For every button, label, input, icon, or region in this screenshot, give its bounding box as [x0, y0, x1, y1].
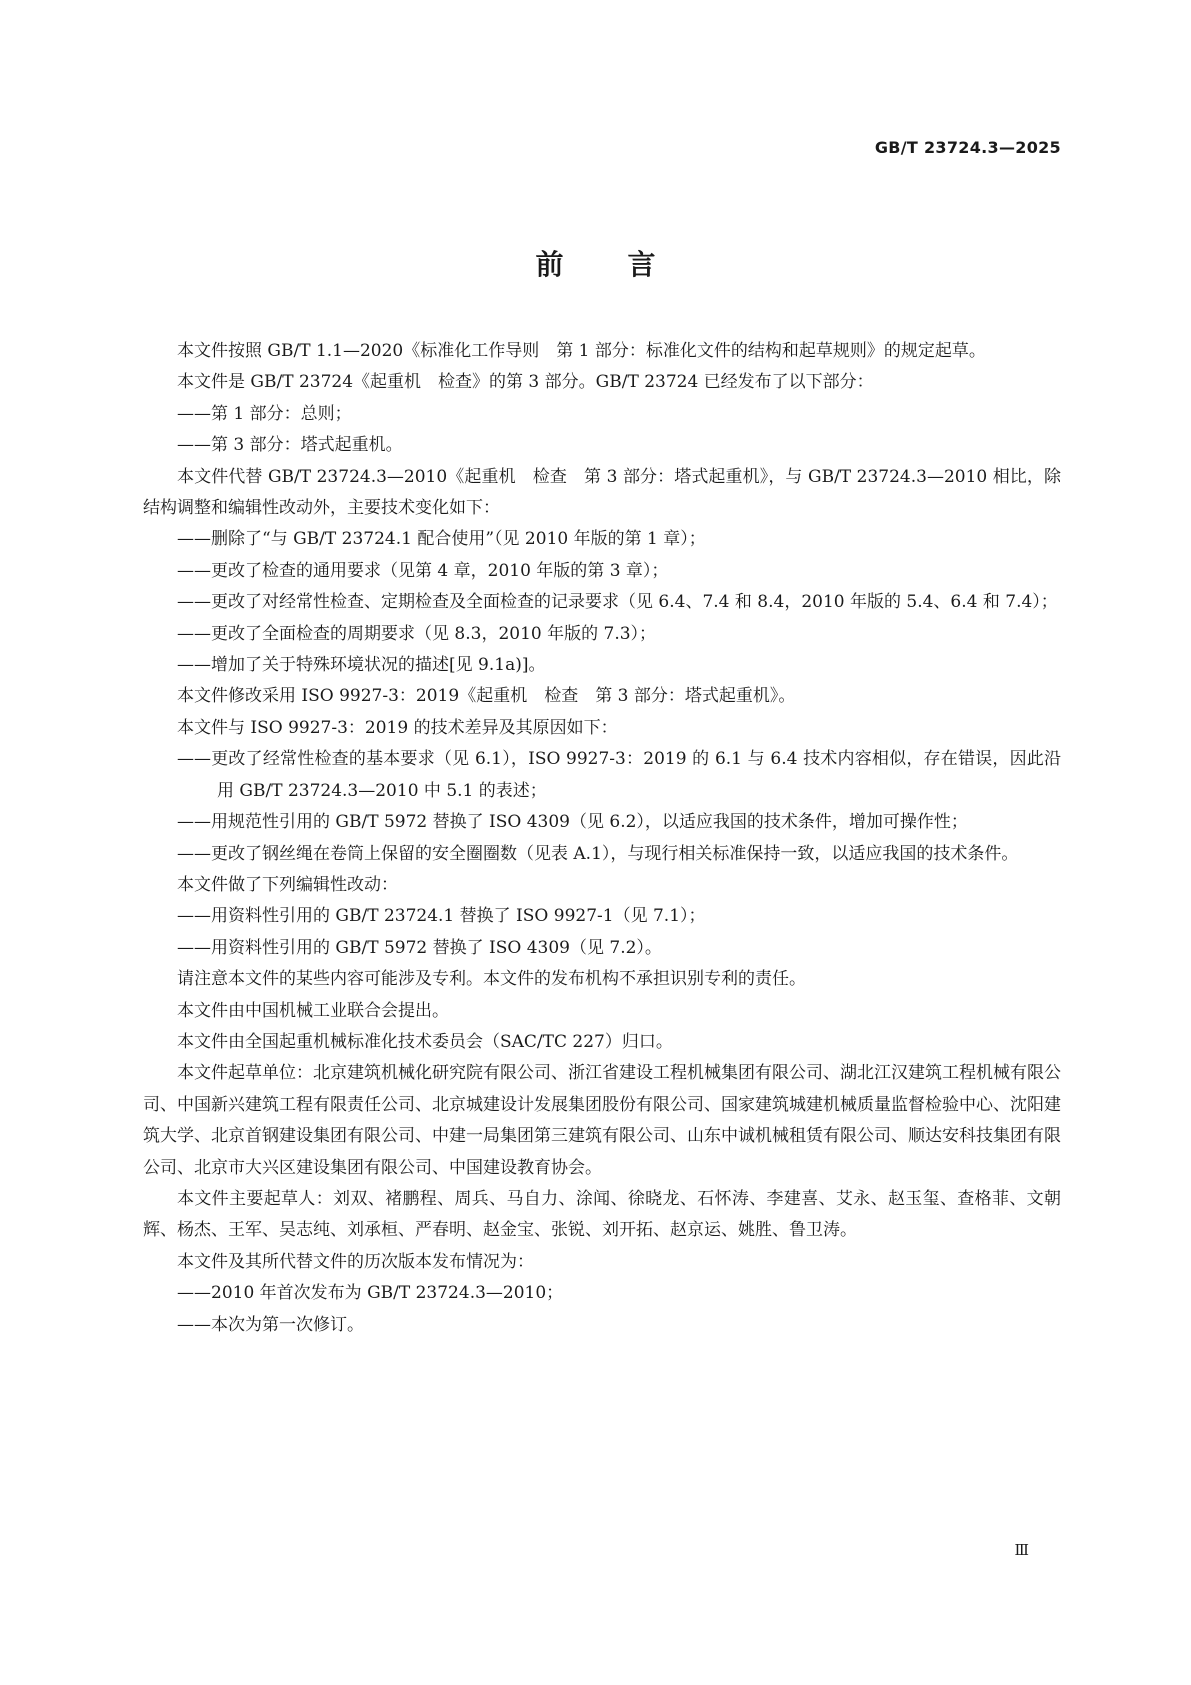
- paragraph: 本文件按照 GB/T 1.1—2020《标准化工作导则 第 1 部分：标准化文件的结构和起草规则》的规定起草。: [177, 341, 986, 361]
- list-item: ——删除了“与 GB/T 23724.1 配合使用”（见 2010 年版的第 1 章）；: [177, 529, 706, 550]
- paragraph: 本文件代替 GB/T 23724.3—2010《起重机 检查 第 3 部分：塔式起重机》，与 GB/T 23724.3—2010 相比，除结构调整和编辑性改动外，主要技术变化如下：: [143, 466, 1061, 519]
- list-item: ——用资料性引用的 GB/T 5972 替换了 ISO 4309（见 7.2）。: [177, 937, 662, 958]
- paragraph: 请注意本文件的某些内容可能涉及专利。本文件的发布机构不承担识别专利的责任。: [177, 969, 806, 990]
- standard-number: GB/T 23724.3—2025: [874, 138, 1061, 157]
- paragraph: 本文件是 GB/T 23724《起重机 检查》的第 3 部分。GB/T 23724 已经发布了以下部分：: [177, 372, 874, 393]
- paragraph: 本文件做了下列编辑性改动：: [177, 874, 398, 895]
- page-number: Ⅲ: [1014, 1541, 1029, 1559]
- list-item: ——2010 年首次发布为 GB/T 23724.3—2010；: [177, 1283, 564, 1304]
- list-item: ——本次为第一次修订。: [177, 1314, 364, 1335]
- paragraph: 本文件由全国起重机械标准化技术委员会（SAC/TC 227）归口。: [177, 1031, 673, 1052]
- paragraph: 本文件与 ISO 9927-3：2019 的技术差异及其原因如下：: [177, 717, 618, 738]
- list-item: ——用规范性引用的 GB/T 5972 替换了 ISO 4309（见 6.2），以适应我国的技术条件，增加可操作性；: [177, 812, 968, 833]
- page-title: 前言: [535, 248, 720, 281]
- list-item: ——增加了关于特殊环境状况的描述[见 9.1a)]。: [177, 655, 546, 676]
- list-item: ——更改了经常性检查的基本要求（见 6.1），ISO 9927-3：2019 的 6.1 与 6.4 技术内容相似，存在错误，因此沿用 GB/T 23724.3—2010 中 5.1 的表述；: [177, 749, 1061, 801]
- paragraph: 本文件由中国机械工业联合会提出。: [177, 1000, 449, 1021]
- paragraph: 本文件主要起草人：刘双、褚鹏程、周兵、马自力、涂闻、徐晓龙、石怀涛、李建喜、艾永、赵玉玺、查格菲、文朝辉、杨杰、王军、吴志纯、刘承桓、严春明、赵金宝、张锐、刘开拓、赵京运、姚胜、鲁卫涛。: [143, 1188, 1061, 1241]
- list-item: ——更改了检查的通用要求（见第 4 章，2010 年版的第 3 章）；: [177, 560, 669, 581]
- paragraph: 本文件修改采用 ISO 9927-3：2019《起重机 检查 第 3 部分：塔式起重机》。: [177, 686, 796, 707]
- list-item: ——第 1 部分：总则；: [177, 403, 352, 424]
- list-item: ——更改了钢丝绳在卷筒上保留的安全圈圈数（见表 A.1），与现行相关标准保持一致，以适应我国的技术条件。: [177, 843, 1019, 864]
- paragraph: 本文件及其所代替文件的历次版本发布情况为：: [177, 1251, 534, 1272]
- list-item: ——用资料性引用的 GB/T 23724.1 替换了 ISO 9927-1（见 7.1）；: [177, 906, 706, 927]
- list-item: ——第 3 部分：塔式起重机。: [177, 435, 403, 456]
- list-item: ——更改了对经常性检查、定期检查及全面检查的记录要求（见 6.4、7.4 和 8.4，2010 年版的 5.4、6.4 和 7.4）；: [177, 592, 1058, 613]
- paragraph: 本文件起草单位：北京建筑机械化研究院有限公司、浙江省建设工程机械集团有限公司、湖北江汉建筑工程机械有限公司、中国新兴建筑工程有限责任公司、北京城建设计发展集团股份有限公司、国家建筑城建机械质量监督检验中心、沈阳建筑大学、北京首钢建设集团有限公司、中建一局集团第三建筑有限公司、山东中诚机械租赁有限公司、顺达安科技集团有限公司、北京市大兴区建设集团有限公司、中国建设教育协会。: [143, 1063, 1061, 1178]
- foreword-body: [143, 336, 1061, 1341]
- list-item: ——更改了全面检查的周期要求（见 8.3，2010 年版的 7.3）；: [177, 623, 657, 644]
